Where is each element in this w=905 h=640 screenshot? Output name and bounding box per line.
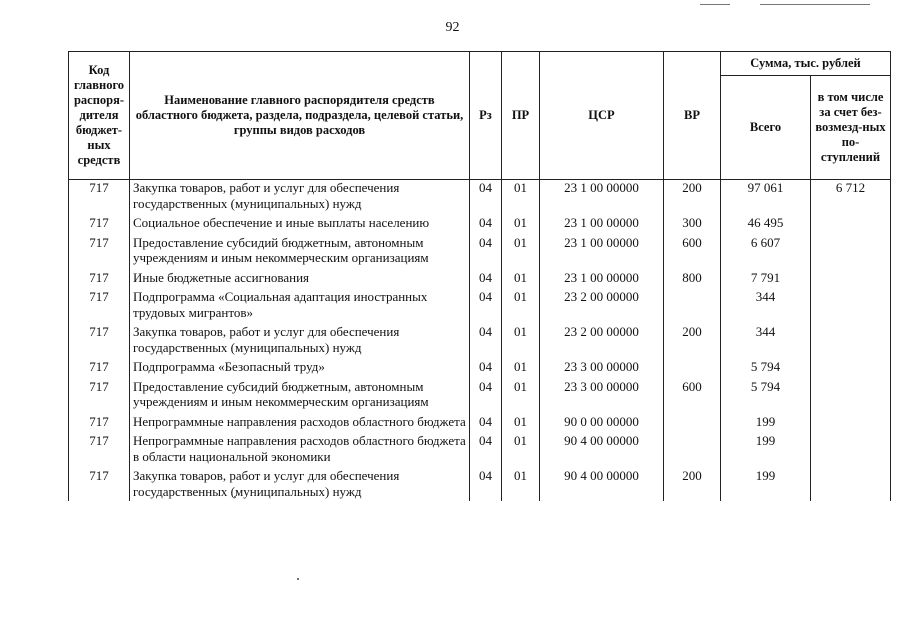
cell-total: 199 — [721, 414, 811, 434]
cell-name: Подпрограмма «Социальная адаптация иностранных трудовых мигрантов» — [130, 289, 470, 324]
cell-name: Непрограммные направления расходов областного бюджета в области национальной экономики — [130, 433, 470, 468]
cell-total: 6 607 — [721, 235, 811, 270]
cell-name: Закупка товаров, работ и услуг для обеспечения государственных (муниципальных) нужд — [130, 180, 470, 216]
cell-bezvozm — [811, 414, 891, 434]
cell-total: 344 — [721, 289, 811, 324]
cell-csr: 23 3 00 00000 — [540, 359, 664, 379]
header-rz: Рз — [470, 52, 502, 180]
cell-bezvozm — [811, 289, 891, 324]
table-row — [69, 235, 891, 270]
table-row — [69, 324, 891, 359]
header-total: Всего — [721, 76, 811, 180]
cell-vr: 300 — [664, 215, 721, 235]
cell-rz: 04 — [470, 359, 502, 379]
cell-rz: 04 — [470, 433, 502, 468]
cell-vr — [664, 359, 721, 379]
cell-name: Социальное обеспечение и иные выплаты населению — [130, 215, 470, 235]
page-number: 92 — [445, 20, 460, 35]
header-vr: ВР — [664, 52, 721, 180]
cell-bezvozm — [811, 235, 891, 270]
cell-bezvozm — [811, 324, 891, 359]
cell-pr: 01 — [502, 433, 540, 468]
table-row — [69, 359, 891, 379]
cell-total: 344 — [721, 324, 811, 359]
cell-csr: 23 1 00 00000 — [540, 215, 664, 235]
cell-bezvozm — [811, 215, 891, 235]
table-row — [69, 379, 891, 414]
cell-pr: 01 — [502, 324, 540, 359]
cell-code: 717 — [69, 414, 130, 434]
cell-pr: 01 — [502, 379, 540, 414]
cell-bezvozm — [811, 468, 891, 501]
cell-pr: 01 — [502, 414, 540, 434]
header-csr: ЦСР — [540, 52, 664, 180]
header-name: Наименование главного распорядителя средств областного бюджета, раздела, подраздела, целевой статьи, группы видов расходов — [130, 52, 470, 180]
cell-csr: 23 1 00 00000 — [540, 180, 664, 216]
cell-pr: 01 — [502, 270, 540, 290]
cell-total: 5 794 — [721, 359, 811, 379]
cell-rz: 04 — [470, 235, 502, 270]
header-sum-group: Сумма, тыс. рублей — [721, 52, 891, 76]
cell-csr: 23 1 00 00000 — [540, 235, 664, 270]
cell-vr: 200 — [664, 180, 721, 216]
cell-name: Предоставление субсидий бюджетным, автономным учреждениям и иным некоммерческим организациям — [130, 379, 470, 414]
cell-vr: 200 — [664, 468, 721, 501]
cell-code: 717 — [69, 215, 130, 235]
cell-csr: 23 2 00 00000 — [540, 289, 664, 324]
cell-code: 717 — [69, 235, 130, 270]
table-row — [69, 414, 891, 434]
table-row — [69, 433, 891, 468]
cell-rz: 04 — [470, 215, 502, 235]
table-row — [69, 180, 891, 216]
cell-csr: 23 2 00 00000 — [540, 324, 664, 359]
cell-total: 5 794 — [721, 379, 811, 414]
cell-csr: 90 4 00 00000 — [540, 433, 664, 468]
cell-rz: 04 — [470, 324, 502, 359]
cell-csr: 90 4 00 00000 — [540, 468, 664, 501]
cell-name: Закупка товаров, работ и услуг для обеспечения государственных (муниципальных) нужд — [130, 468, 470, 501]
cell-rz: 04 — [470, 180, 502, 216]
cell-pr: 01 — [502, 468, 540, 501]
cell-name: Непрограммные направления расходов областного бюджета — [130, 414, 470, 434]
cell-bezvozm — [811, 379, 891, 414]
cell-vr: 600 — [664, 235, 721, 270]
cell-name: Предоставление субсидий бюджетным, автономным учреждениям и иным некоммерческим организациям — [130, 235, 470, 270]
cell-total: 7 791 — [721, 270, 811, 290]
table-row — [69, 215, 891, 235]
cell-vr: 200 — [664, 324, 721, 359]
cell-rz: 04 — [470, 468, 502, 501]
cell-bezvozm — [811, 359, 891, 379]
cell-bezvozm: 6 712 — [811, 180, 891, 216]
cell-rz: 04 — [470, 270, 502, 290]
cell-code: 717 — [69, 433, 130, 468]
cell-pr: 01 — [502, 180, 540, 216]
table-row — [69, 468, 891, 501]
budget-table — [68, 51, 891, 501]
table-row — [69, 289, 891, 324]
cell-vr: 600 — [664, 379, 721, 414]
cell-vr: 800 — [664, 270, 721, 290]
cell-code: 717 — [69, 180, 130, 216]
cell-csr: 23 3 00 00000 — [540, 379, 664, 414]
cell-pr: 01 — [502, 289, 540, 324]
cell-name: Иные бюджетные ассигнования — [130, 270, 470, 290]
cell-name: Закупка товаров, работ и услуг для обеспечения государственных (муниципальных) нужд — [130, 324, 470, 359]
cell-pr: 01 — [502, 235, 540, 270]
cell-code: 717 — [69, 468, 130, 501]
cell-csr: 23 1 00 00000 — [540, 270, 664, 290]
cell-csr: 90 0 00 00000 — [540, 414, 664, 434]
cell-bezvozm — [811, 433, 891, 468]
scan-artifact-dot — [297, 578, 299, 580]
cell-rz: 04 — [470, 289, 502, 324]
cell-code: 717 — [69, 359, 130, 379]
cell-code: 717 — [69, 270, 130, 290]
cell-pr: 01 — [502, 359, 540, 379]
cell-pr: 01 — [502, 215, 540, 235]
cell-bezvozm — [811, 270, 891, 290]
cell-vr — [664, 289, 721, 324]
cell-total: 97 061 — [721, 180, 811, 216]
cell-total: 46 495 — [721, 215, 811, 235]
header-bezvozm: в том числе за счет без-возмезд-ных по-ступлений — [811, 76, 891, 180]
scan-artifact-line — [700, 4, 730, 5]
cell-name: Подпрограмма «Безопасный труд» — [130, 359, 470, 379]
scan-artifact-line — [760, 4, 870, 5]
cell-code: 717 — [69, 379, 130, 414]
header-pr: ПР — [502, 52, 540, 180]
cell-code: 717 — [69, 324, 130, 359]
cell-vr — [664, 414, 721, 434]
cell-rz: 04 — [470, 379, 502, 414]
cell-code: 717 — [69, 289, 130, 324]
cell-rz: 04 — [470, 414, 502, 434]
table-row — [69, 270, 891, 290]
cell-total: 199 — [721, 468, 811, 501]
header-code: Код главного распоря-дителя бюджет-ных средств — [69, 52, 130, 180]
cell-total: 199 — [721, 433, 811, 468]
cell-vr — [664, 433, 721, 468]
